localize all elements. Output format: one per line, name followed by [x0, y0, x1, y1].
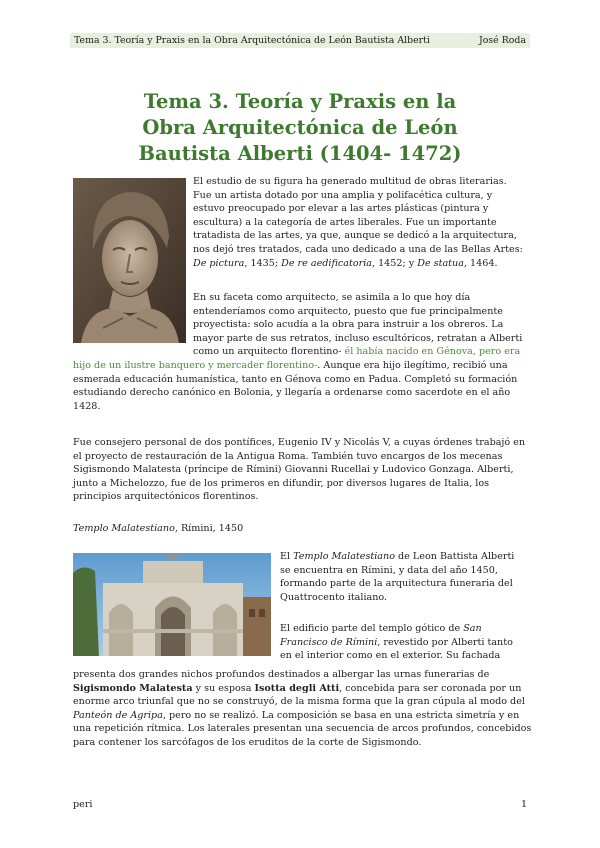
- edificio-paragraph-top: El edificio parte del templo gótico de San Francisco de Rímini, revestido por Alberti tanto en el interior como en el exterior. Su fachada: [280, 623, 513, 662]
- page-title: [70, 89, 530, 167]
- title-line-3: Bautista Alberti (1404- 1472): [138, 142, 462, 165]
- templo-malatestiano-image: [73, 553, 271, 656]
- architect-paragraph-top: En su faceta como arquitecto, se asimila a lo que hoy día entenderíamos como arquitecto, puesto que fue principalmente proyectista: solo acudía a la obra para instruir a los obreros. La mayor parte de sus retratos, incluso escultóricos, retratan a Alberti como un arquitecto florentino- él había nacido en Génova, pero era: [193, 292, 523, 358]
- intro-paragraph: El estudio de su figura ha generado multitud de obras literarias. Fue un artista dotado por una amplia y polifacética cultura, y estuvo preocupado por elevar a las artes plásticas (pintura y escultura) a la categoría de artes liberales. Fue un importante tratadista de las artes, ya que, aunque se dedicó a la arquitectura, nos dejó tres tratados, cada uno dedicado a una de las Bellas Artes: De pictura, 1435; De re aedificatoria, 1452; y De statua, 1464.: [193, 176, 523, 269]
- page-number: 1: [521, 799, 528, 810]
- image-caption: Templo Malatestiano, Rímini, 1450: [73, 523, 244, 534]
- page-header: [70, 33, 530, 48]
- counselor-paragraph: Fue consejero personal de dos pontífices, Eugenio IV y Nicolás V, a cuyas órdenes trabajó en el proyecto de restauración de la Antigua Roma. También tuvo encargos de los mecenas Sigismondo Malatesta (príncipe de Rímini) Giovanni Rucellai y Ludovico Gonzaga. Alberti, junto a Michelozzo, fue de los primeros en difundir, por diversos lugares de Italia, los principios arquitectónicos florentinos.: [73, 437, 526, 503]
- architect-paragraph-bottom: hijo de un ilustre banquero y mercader florentino-. Aunque era hijo ilegítimo, recibió una esmerada educación humanística, tanto en Génova como en Padua. Completó su formación estudiando derecho canónico en Bolonia, y llegaría a ordenarse como sacerdote en el año 1428.: [73, 360, 518, 412]
- header-author: José Roda: [478, 35, 526, 46]
- footer-left: peri: [73, 799, 93, 810]
- header-title: Tema 3. Teoría y Praxis en la Obra Arquitectónica de León Bautista Alberti: [74, 35, 430, 46]
- edificio-paragraph-bottom: presenta dos grandes nichos profundos destinados a albergar las urnas funerarias de Sigismondo Malatesta y su esposa Isotta degli Atti, concebida para ser coronada por un enorme arco triunfal que no se construyó, de la misma forma que la gran cúpula al modo del Panteón de Agripa, pero no se realizó. La composición se basa en una estricta simetría y en una repetición rítmica. Los laterales presentan una secuencia de arcos profundos, concebidos para contener los sarcófagos de los eruditos de la corte de Sigismondo.: [73, 669, 532, 748]
- alberti-bust-image: [73, 178, 186, 343]
- title-line-2: Obra Arquitectónica de León: [142, 116, 458, 139]
- templo-paragraph: El Templo Malatestiano de Leon Battista Alberti se encuentra en Rímini, y data del año 1450, formando parte de la arquitectura funeraria del Quattrocento italiano.: [280, 551, 515, 603]
- title-line-1: Tema 3. Teoría y Praxis en la: [143, 90, 457, 113]
